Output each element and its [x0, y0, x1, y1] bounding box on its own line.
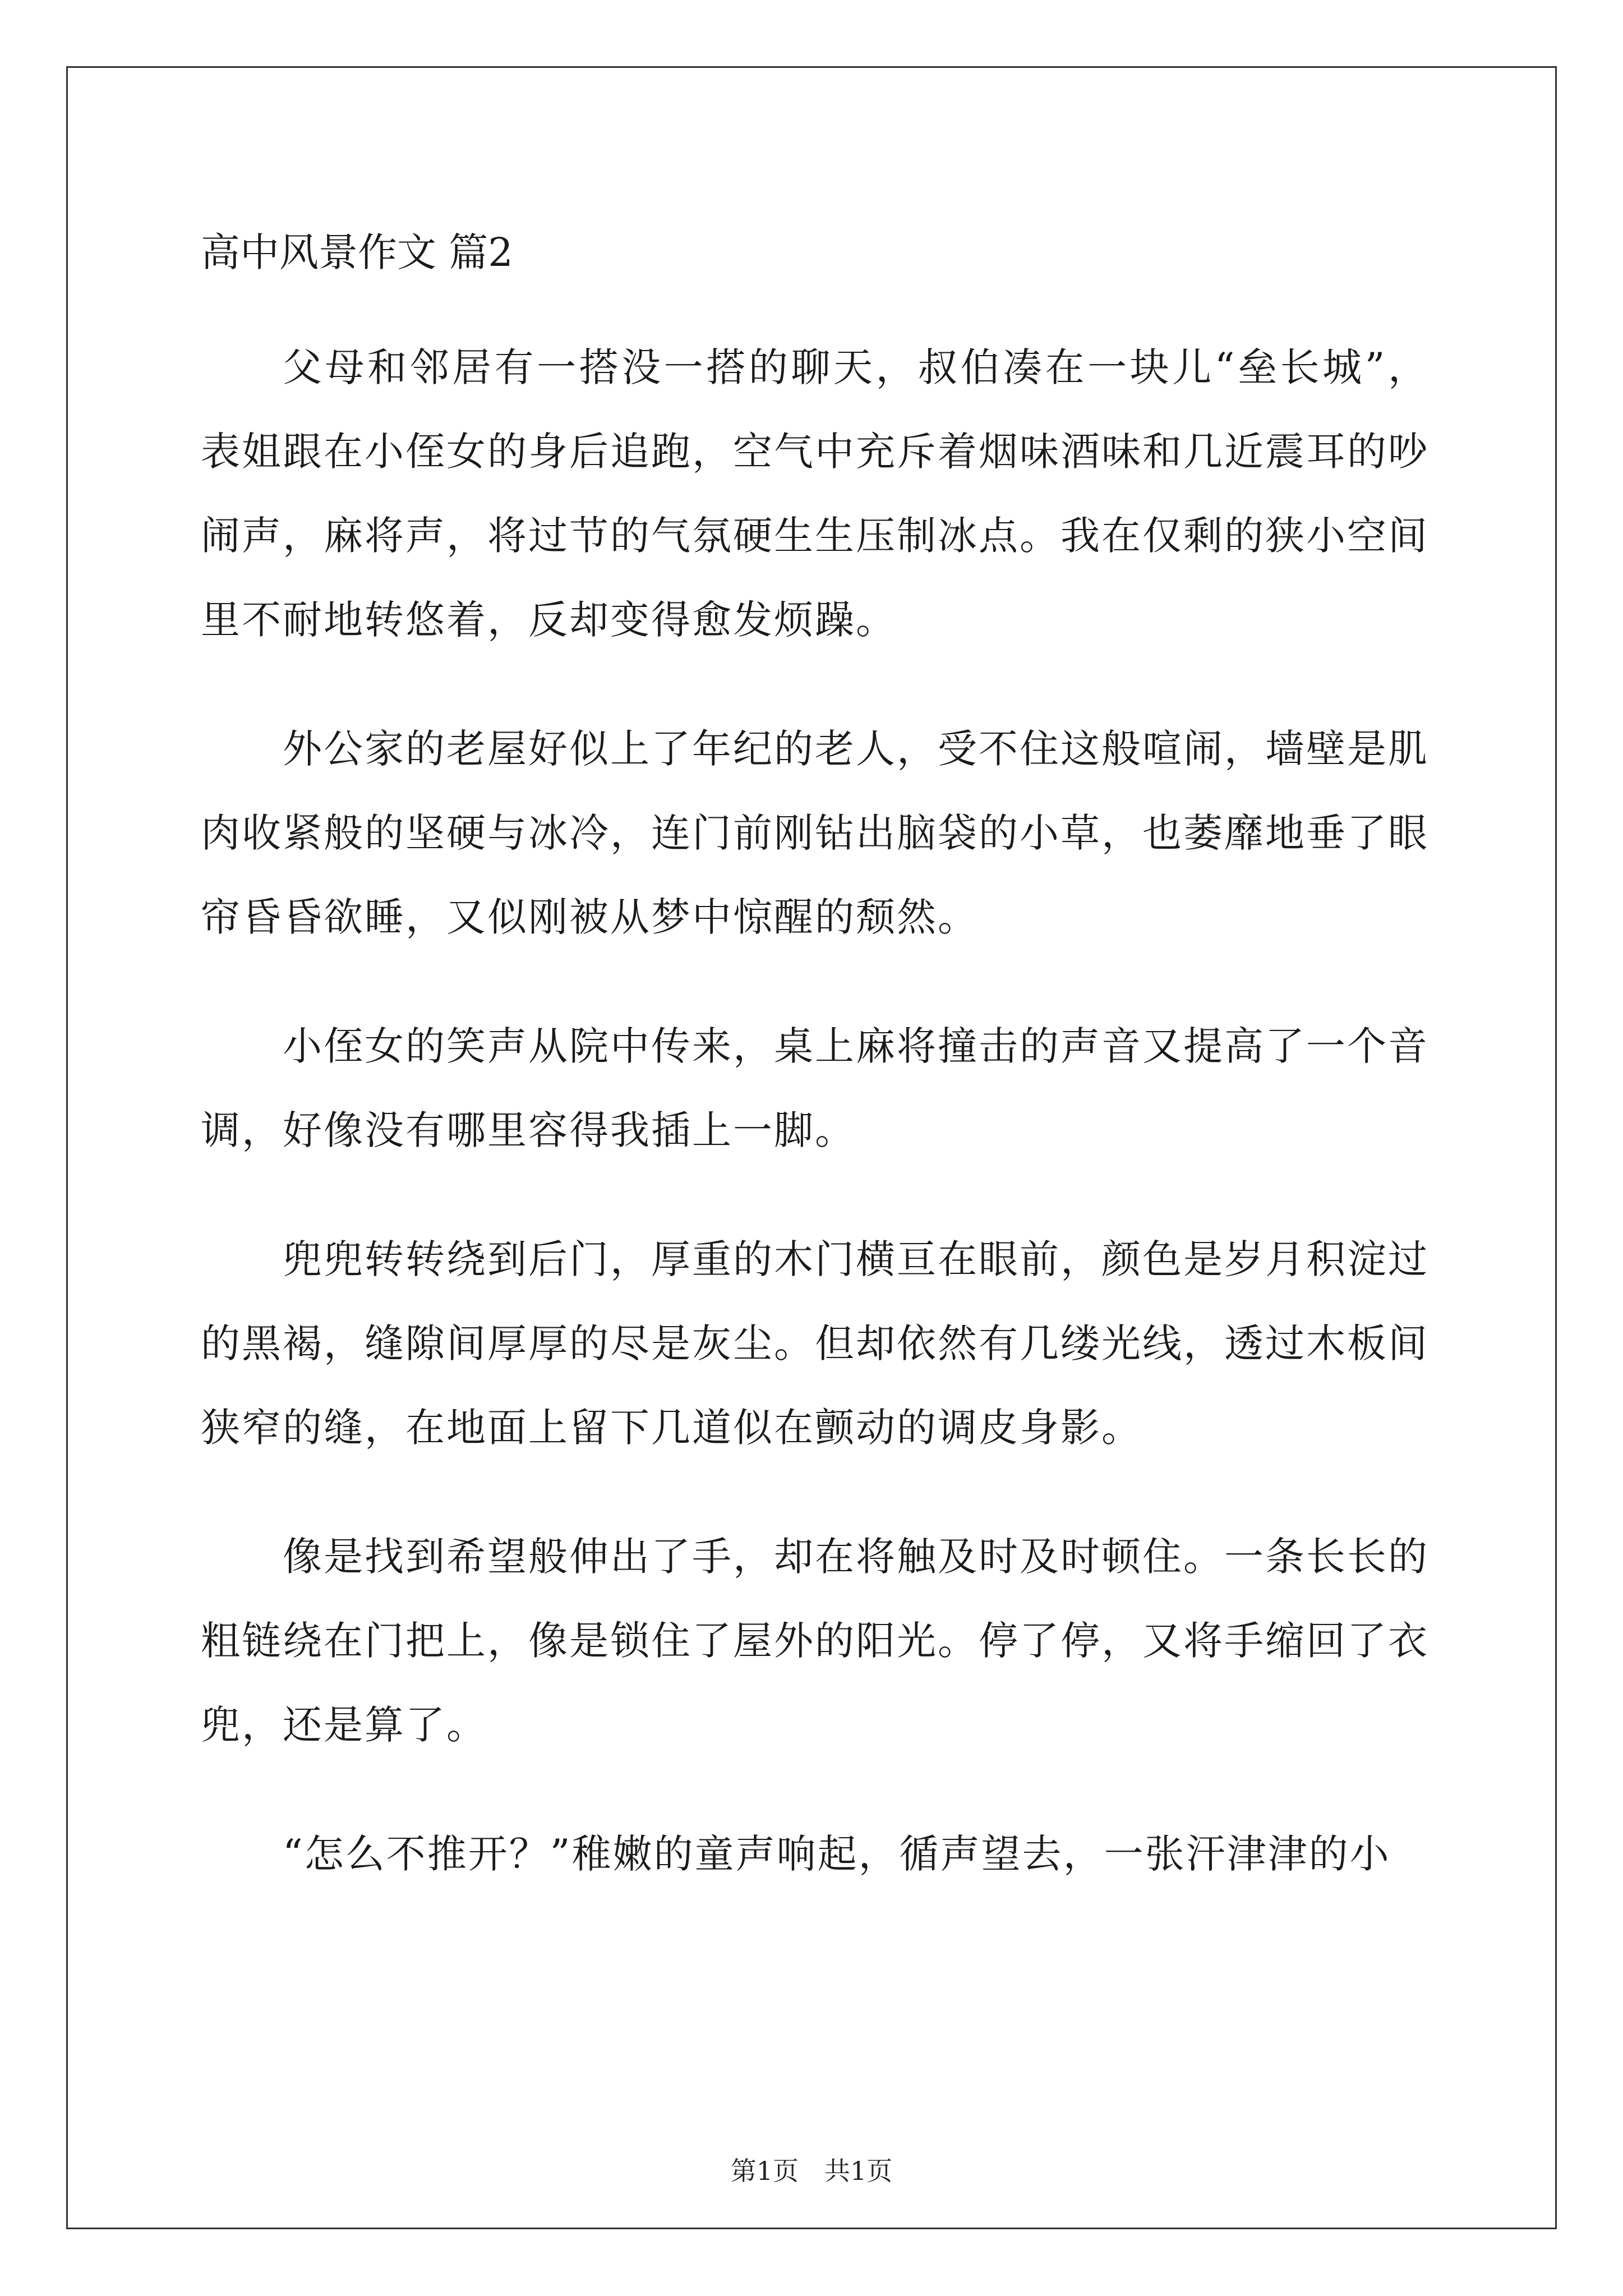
- paragraph-3: 小侄女的笑声从院中传来，桌上麻将撞击的声音又提高了一个音调，好像没有哪里容得我插上一脚。: [201, 1023, 1429, 1153]
- document-body: [201, 202, 1429, 1896]
- paragraph-2: 外公家的老屋好似上了年纪的老人，受不住这般喧闹，墙壁是肌肉收紧般的坚硬与冰冷，连门前刚钻出脑袋的小草，也萎靡地垂了眼帘昏昏欲睡，又似刚被从梦中惊醒的颓然。: [201, 726, 1429, 940]
- paragraph-6: “怎么不推开？”稚嫩的童声响起，循声望去，一张汗津津的小: [283, 1831, 1391, 1877]
- document-title: 高中风景作文 篇2: [201, 229, 513, 275]
- page-footer: 第1页 共1页: [730, 2156, 893, 2186]
- paragraph-5: 像是找到希望般伸出了手，却在将触及时及时顿住。一条长长的粗链绕在门把上，像是锁住了屋外的阳光。停了停，又将手缩回了衣兜，还是算了。: [201, 1534, 1429, 1748]
- paragraph-4: 兜兜转转绕到后门，厚重的木门横亘在眼前，颜色是岁月积淀过的黑褐，缝隙间厚厚的尽是灰尘。但却依然有几缕光线，透过木板间狭窄的缝，在地面上留下几道似在颤动的调皮身影。: [201, 1236, 1429, 1451]
- paragraph-1: 父母和邻居有一搭没一搭的聊天，叔伯凑在一块儿“垒长城”，表姐跟在小侄女的身后追跑，空气中充斥着烟味酒味和几近震耳的吵闹声，麻将声，将过节的气氛硬生生压制冰点。我在仅剩的狭小空间里不耐地转悠着，反却变得愈发烦躁。: [201, 344, 1429, 643]
